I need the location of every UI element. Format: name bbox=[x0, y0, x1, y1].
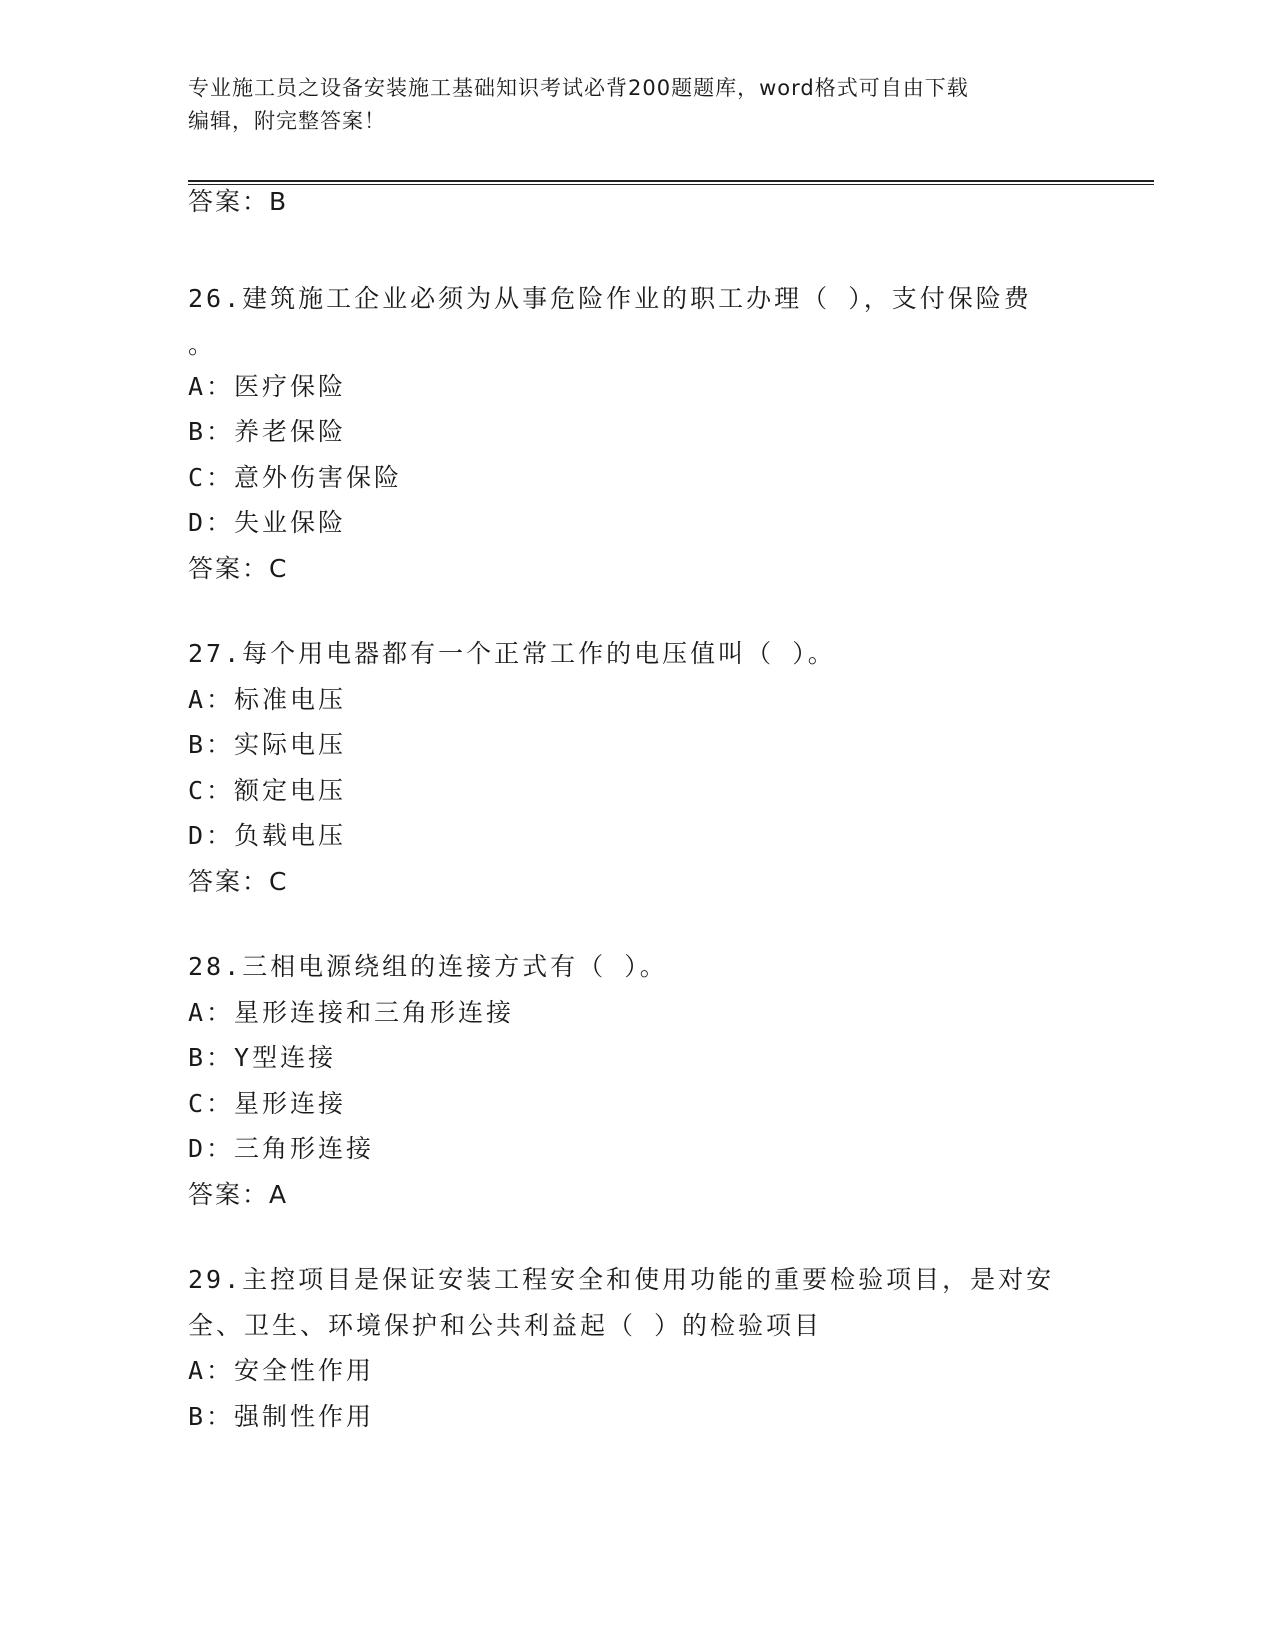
option-b: B：实际电压 bbox=[188, 730, 347, 759]
spacer bbox=[188, 228, 1108, 276]
header-title-line-1: 专业施工员之设备安装施工基础知识考试必背200题题库，word格式可自由下载 bbox=[188, 76, 969, 100]
question-29 bbox=[188, 1257, 1108, 1439]
spacer bbox=[188, 591, 1108, 631]
option-d: D：负载电压 bbox=[188, 821, 347, 850]
previous-answer: 答案：B bbox=[188, 187, 289, 216]
option-b: B：强制性作用 bbox=[188, 1401, 375, 1431]
question-stem-line: 29.主控项目是保证安装工程安全和使用功能的重要检验项目，是对安 bbox=[188, 1265, 1055, 1294]
question-stem-line: 28.三相电源绕组的连接方式有（ ）。 bbox=[188, 952, 668, 981]
spacer bbox=[188, 904, 1108, 944]
option-b: B：养老保险 bbox=[188, 417, 347, 446]
question-28 bbox=[188, 944, 1108, 1217]
option-c: C：星形连接 bbox=[188, 1088, 347, 1118]
question-stem-line: 26.建筑施工企业必须为从事危险作业的职工办理（ ），支付保险费 bbox=[188, 284, 1032, 313]
answer: 答案：C bbox=[188, 866, 289, 896]
question-27 bbox=[188, 631, 1108, 904]
answer: 答案：C bbox=[188, 553, 289, 583]
question-stem-line: 。 bbox=[188, 329, 217, 359]
option-a: A：安全性作用 bbox=[188, 1356, 375, 1385]
question-stem-line: 27.每个用电器都有一个正常工作的电压值叫（ ）。 bbox=[188, 639, 836, 668]
header-divider bbox=[188, 180, 1154, 185]
option-d: D：三角形连接 bbox=[188, 1134, 375, 1163]
question-26 bbox=[188, 276, 1108, 591]
option-c: C：意外伤害保险 bbox=[188, 462, 403, 492]
option-a: A：标准电压 bbox=[188, 684, 347, 714]
question-stem-line: 全、卫生、环境保护和公共利益起（ ）的检验项目 bbox=[188, 1310, 823, 1340]
header-title-line-2: 编辑，附完整答案！ bbox=[188, 109, 386, 133]
option-a: A：星形连接和三角形连接 bbox=[188, 997, 515, 1027]
option-a: A：医疗保险 bbox=[188, 371, 347, 401]
spacer bbox=[188, 1217, 1108, 1257]
answer: 答案：A bbox=[188, 1179, 289, 1209]
question-list bbox=[188, 188, 1108, 1439]
option-d: D：失业保险 bbox=[188, 508, 347, 537]
option-c: C：额定电压 bbox=[188, 775, 347, 805]
document-header bbox=[188, 72, 1088, 138]
option-b: B：Y型连接 bbox=[188, 1043, 337, 1072]
